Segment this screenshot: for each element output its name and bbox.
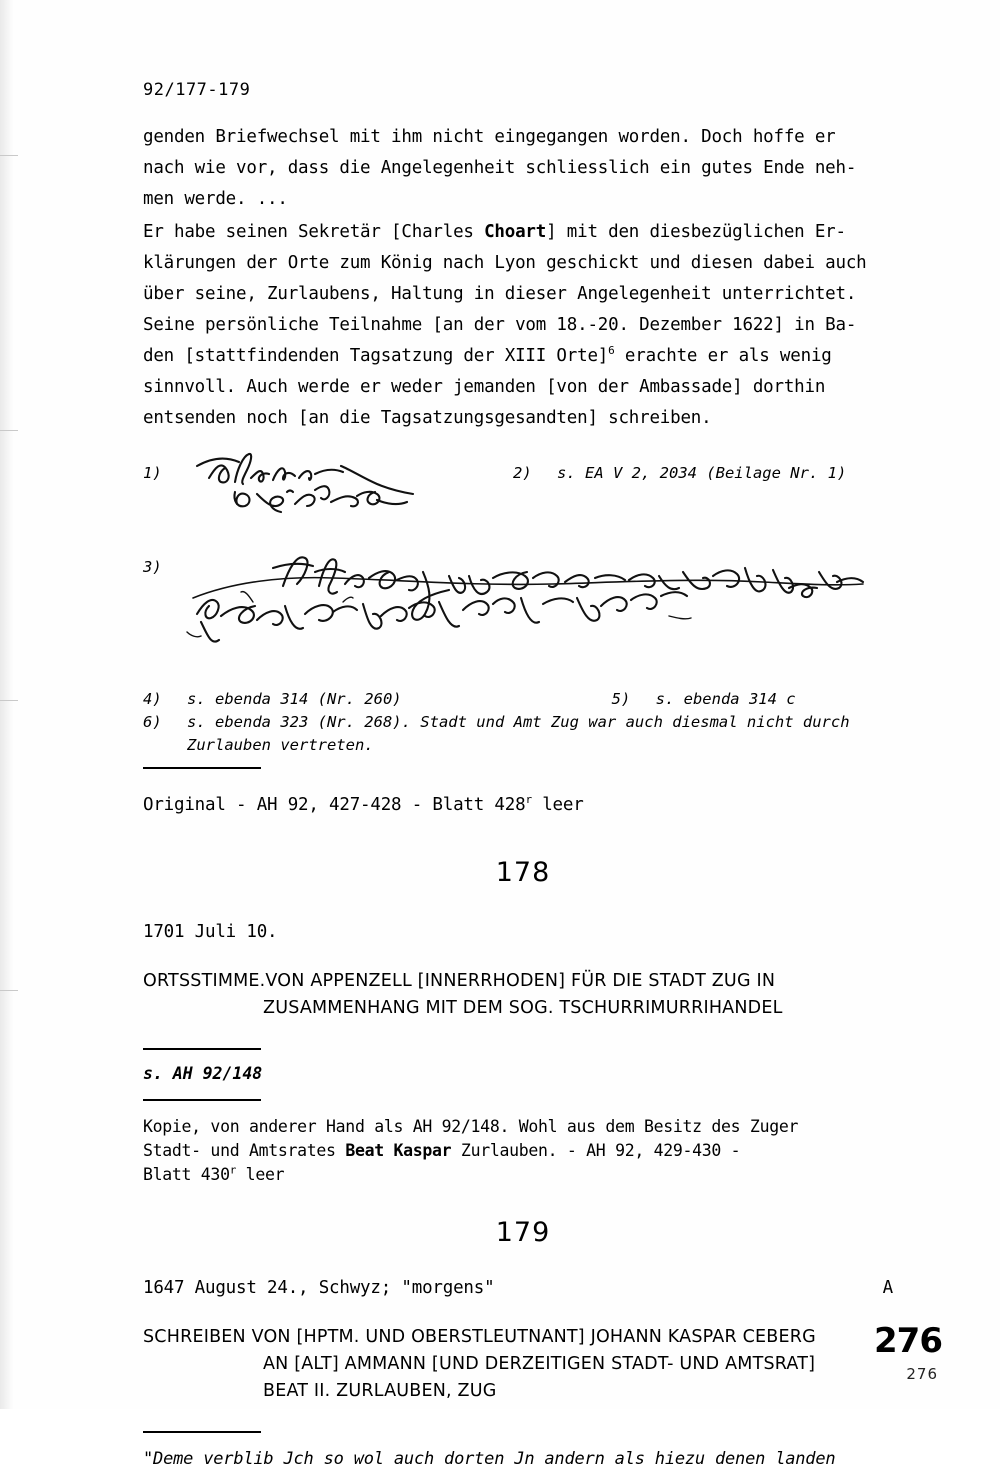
document-179-date-row xyxy=(143,1278,903,1298)
document-179-title-line2: AN [ALT] AMMANN [UND DERZEITIGEN STADT- UND AMTSRAT] xyxy=(263,1354,816,1374)
document-178-source: s. AH 92/148 xyxy=(143,1064,263,1083)
original-reference-sup: r xyxy=(525,793,532,807)
footnote-2-row xyxy=(513,462,846,485)
footnote-1-number: 1) xyxy=(143,464,162,482)
footnote-4-text: s. ebenda 314 (Nr. 260) xyxy=(187,690,402,708)
body-line: nach wie vor, dass die Angelegenheit schliesslich ein gutes Ende neh- xyxy=(143,158,857,178)
document-178-title xyxy=(143,968,903,1022)
divider-178-source xyxy=(143,1099,261,1101)
footnote-3-number: 3) xyxy=(143,558,162,576)
footnote-marker-6: 6 xyxy=(608,344,615,358)
footnote-4-number: 4) xyxy=(143,690,162,708)
document-178-title-line1: ORTSSTIMME.VON APPENZELL [INNERRHODEN] FÜR DIE STADT ZUG IN xyxy=(143,971,776,991)
scan-tick xyxy=(0,430,18,431)
original-reference xyxy=(143,795,903,815)
desc-line-1: Kopie, von anderer Hand als AH 92/148. Wohl aus dem Besitz des Zuger xyxy=(143,1117,799,1136)
divider-after-footnotes xyxy=(143,767,261,769)
document-178-description xyxy=(143,1115,903,1187)
handwritten-note-1-icon xyxy=(191,448,461,523)
paragraph-continuation xyxy=(143,122,903,215)
body-line-pre: Er habe seinen Sekretär [Charles xyxy=(143,222,485,242)
document-number-178: 178 xyxy=(495,857,551,888)
body-line: Seine persönliche Teilnahme [an der vom 18.-20. Dezember 1622] in Ba- xyxy=(143,315,857,335)
desc-line-2-pre: Stadt- und Amtsrates xyxy=(143,1141,346,1160)
paragraph-secretary xyxy=(143,217,903,434)
stamped-page-number: 276 xyxy=(906,1365,938,1383)
page-content xyxy=(143,80,903,1469)
original-reference-post: leer xyxy=(531,795,584,815)
body-line: über seine, Zurlaubens, Haltung in dieser Angelegenheit unterrichtet. xyxy=(143,284,857,304)
document-178-date: 1701 Juli 10. xyxy=(143,922,278,942)
folio-reference: 92/177-179 xyxy=(143,80,251,100)
document-179-title xyxy=(143,1324,903,1405)
footnote-5-number: 5) xyxy=(611,690,631,708)
body-line-note-post: erachte er als wenig xyxy=(614,346,832,366)
document-179-quote: "Deme verblib Jch so wol auch dorten Jn andern als hiezu denen landen xyxy=(143,1449,836,1469)
handwritten-page-number: 276 xyxy=(874,1321,942,1361)
divider-178-title xyxy=(143,1048,261,1050)
scan-edge xyxy=(0,0,14,1409)
footnote-2-text: s. EA V 2, 2034 (Beilage Nr. 1) xyxy=(557,464,847,482)
scan-tick xyxy=(0,700,18,701)
body-line: entsenden noch [an die Tagsatzungsgesandten] schreiben. xyxy=(143,408,712,428)
body-line: men werde. ... xyxy=(143,189,288,209)
footnote-2-number: 2) xyxy=(513,464,532,482)
body-line-note-pre: den [stattfindenden Tagsatzung der XIII Orte] xyxy=(143,346,609,366)
document-178-title-line2: ZUSAMMENHANG MIT DEM SOG. TSCHURRIMURRIHANDEL xyxy=(263,998,783,1018)
footnotes-bottom xyxy=(143,688,903,757)
document-number-179: 179 xyxy=(495,1217,551,1248)
footnote-4-row xyxy=(143,688,903,711)
footnote-3-handwritten-row xyxy=(143,558,903,684)
body-line-post: ] mit den diesbezüglichen Er- xyxy=(546,222,846,242)
footnote-6-text: s. ebenda 323 (Nr. 268). Stadt und Amt Zug war auch diesmal nicht durch xyxy=(187,713,850,731)
person-name-choart: Choart xyxy=(484,222,547,242)
body-line: genden Briefwechsel mit ihm nicht eingegangen worden. Doch hoffe er xyxy=(143,127,836,147)
scan-tick xyxy=(0,155,18,156)
document-179-title-line1: SCHREIBEN VON [HPTM. UND OBERSTLEUTNANT] JOHANN KASPAR CEBERG xyxy=(143,1327,816,1347)
footnote-5-text: s. ebenda 314 c xyxy=(655,690,796,708)
body-line: klärungen der Orte zum König nach Lyon geschickt und diesen dabei auch xyxy=(143,253,867,273)
document-179-title-line3: BEAT II. ZURLAUBEN, ZUG xyxy=(263,1381,497,1401)
footnotes-block xyxy=(143,452,903,757)
original-reference-pre: Original - AH 92, 427-428 - Blatt 428 xyxy=(143,795,526,815)
scan-tick xyxy=(0,990,18,991)
body-line: sinnvoll. Auch werde er weder jemanden [von der Ambassade] dorthin xyxy=(143,377,826,397)
desc-line-3-sup: r xyxy=(229,1163,237,1177)
footnote-6-number: 6) xyxy=(143,713,162,731)
footnote-6-text-cont: Zurlauben vertreten. xyxy=(187,736,374,754)
footnote-6-row xyxy=(143,711,903,734)
desc-line-3-post: leer xyxy=(236,1165,285,1184)
desc-line-2-post: Zurlauben. - AH 92, 429-430 - xyxy=(451,1141,741,1160)
person-name-beat-kaspar: Beat Kaspar xyxy=(345,1141,452,1160)
document-179-date: 1647 August 24., Schwyz; "morgens" xyxy=(143,1278,495,1298)
handwritten-note-3-icon xyxy=(173,542,893,672)
document-179-variant-mark: A xyxy=(882,1278,893,1298)
desc-line-3-pre: Blatt 430 xyxy=(143,1165,230,1184)
divider-179-title xyxy=(143,1431,261,1433)
